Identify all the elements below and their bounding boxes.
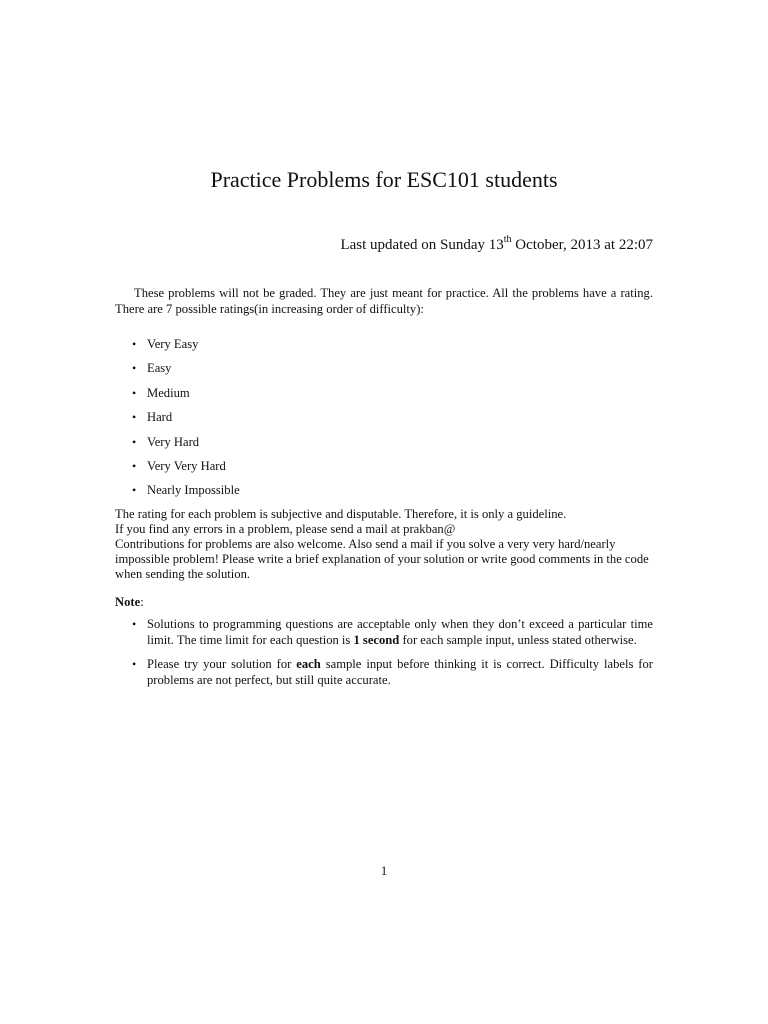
bullet-icon: • bbox=[132, 617, 137, 631]
note-label: Note bbox=[115, 595, 141, 609]
note-text: for each sample input, unless stated otherwise. bbox=[399, 633, 637, 647]
note-colon: : bbox=[140, 595, 144, 609]
note-text: sample input before thinking it is correct. Difficulty labels for problems are not perfect, but still quite accurate. bbox=[147, 657, 653, 687]
rating-item bbox=[115, 434, 240, 458]
rating-label: Medium bbox=[147, 385, 190, 400]
bullet-icon: • bbox=[132, 657, 137, 671]
note-item bbox=[115, 616, 653, 648]
rating-label: Easy bbox=[147, 361, 172, 376]
bullet-icon: • bbox=[132, 410, 137, 425]
bullet-icon: • bbox=[132, 458, 137, 473]
bullet-icon: • bbox=[132, 483, 137, 498]
note-text: Solutions to programming questions are acceptable only when they don’t exceed a particular time limit. The time limit for each question is bbox=[147, 617, 653, 647]
last-updated-prefix: Last updated on Sunday 13 bbox=[340, 237, 504, 253]
rating-label: Nearly Impossible bbox=[147, 483, 240, 498]
rating-item bbox=[115, 458, 240, 482]
rating-label: Very Very Hard bbox=[147, 458, 226, 473]
rating-label: Hard bbox=[147, 410, 173, 425]
bullet-icon: • bbox=[132, 385, 137, 400]
bullet-icon: • bbox=[132, 434, 137, 449]
note-emphasis: each bbox=[296, 657, 321, 671]
rating-label: Very Easy bbox=[147, 337, 199, 351]
bullet-icon: • bbox=[132, 337, 137, 351]
last-updated bbox=[340, 235, 653, 255]
intro-paragraph: These problems will not be graded. They are just meant for practice. All the problems have a rating. There are 7 possible ratings(in increasing order of difficulty): bbox=[115, 286, 653, 316]
last-updated-superscript: th bbox=[503, 234, 512, 245]
error-report-line: If you find any errors in a problem, please send a mail at prakban@ bbox=[115, 522, 456, 536]
note-heading bbox=[115, 594, 144, 610]
ratings-list bbox=[115, 336, 240, 507]
last-updated-suffix: October, 2013 at 22:07 bbox=[511, 237, 653, 253]
rating-item bbox=[115, 482, 240, 506]
rating-label: Very Hard bbox=[147, 434, 200, 449]
note-text: Please try your solution for bbox=[147, 657, 297, 671]
notes-list bbox=[115, 616, 653, 696]
guideline-line: The rating for each problem is subjective and disputable. Therefore, it is only a guideline. bbox=[115, 507, 567, 521]
rating-item bbox=[115, 385, 240, 409]
guideline-paragraph bbox=[115, 507, 653, 582]
rating-item bbox=[115, 409, 240, 433]
note-emphasis: 1 second bbox=[353, 633, 400, 647]
bullet-icon: • bbox=[132, 361, 137, 376]
rating-item bbox=[115, 360, 240, 384]
note-item bbox=[115, 656, 653, 688]
document-title: Practice Problems for ESC101 students bbox=[210, 167, 558, 192]
page-number: 1 bbox=[380, 864, 388, 878]
rating-item bbox=[115, 336, 240, 360]
contributions-text: Contributions for problems are also welcome. Also send a mail if you solve a very very hard/nearly impossible problem! Please write a brief explanation of your solution or write good comments in the code when sending the solution. bbox=[115, 537, 649, 581]
